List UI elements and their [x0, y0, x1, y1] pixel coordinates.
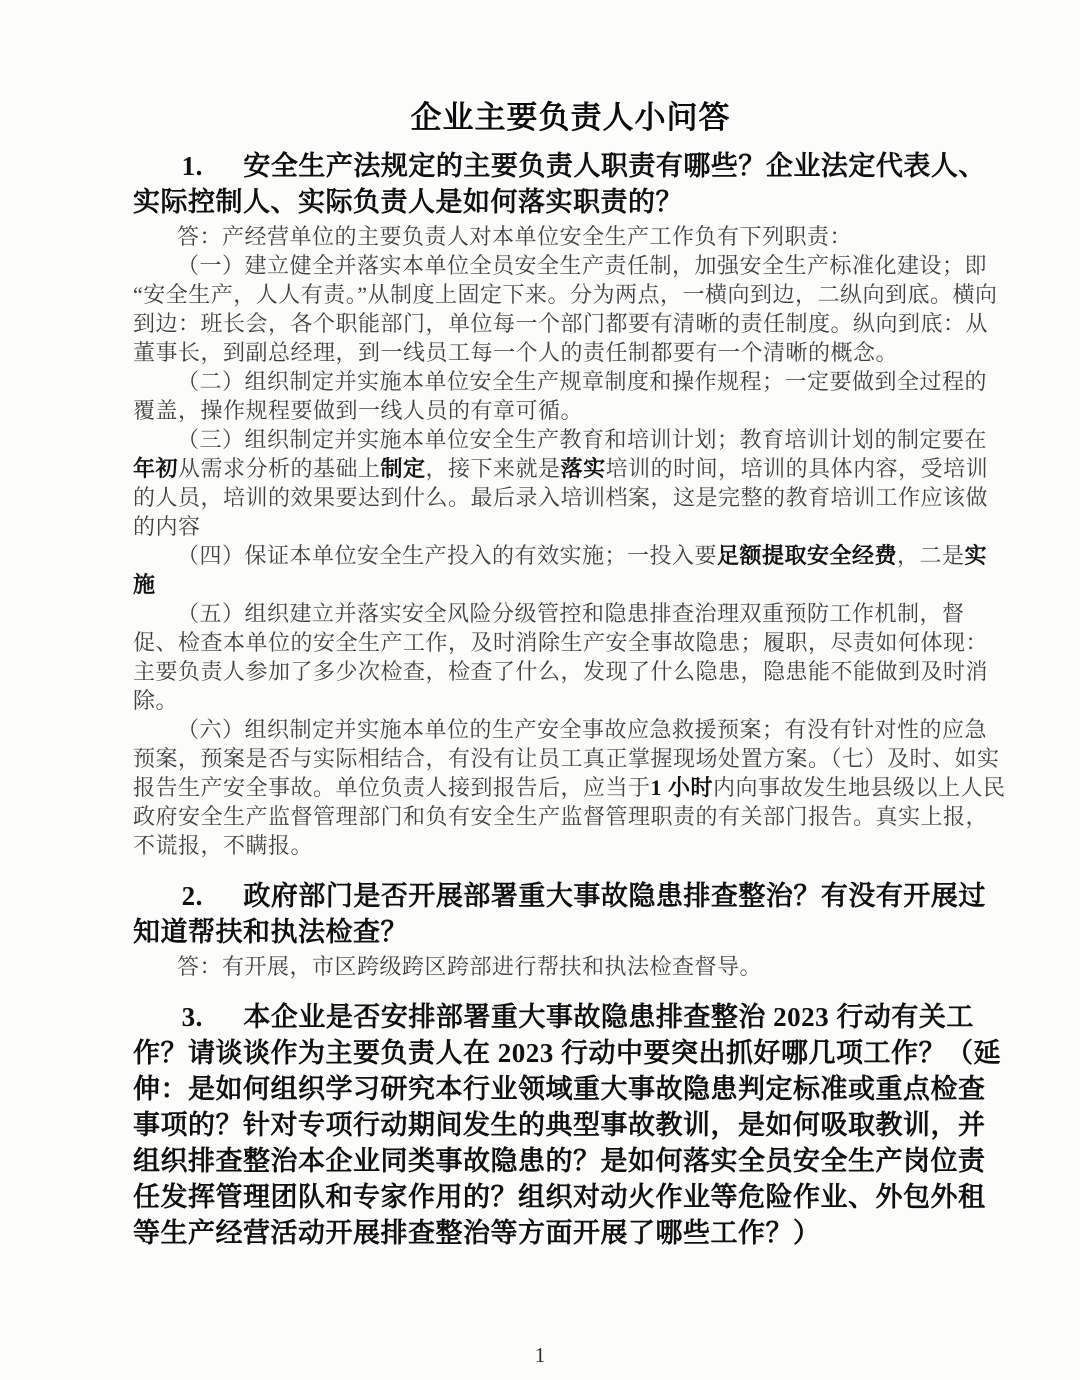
- answer-paragraph: [133, 251, 1008, 367]
- answer-text: （四）保证本单位安全生产投入的有效实施；一投入要: [177, 543, 718, 568]
- answer-text: ，二是: [897, 543, 965, 568]
- answer-text: 从需求分析的基础上: [178, 456, 381, 481]
- page-title: 企业主要负责人小问答: [410, 100, 731, 135]
- answer-block: [133, 222, 1008, 860]
- answer-paragraph: [133, 425, 1008, 541]
- answer-text-bold: 落实: [560, 456, 606, 481]
- qa-list: [133, 148, 1008, 1251]
- question-text: 安全生产法规定的主要负责人职责有哪些？企业法定代表人、实际控制人、实际负责人是如何落实职责的？: [133, 151, 986, 217]
- question-number: 2.: [181, 881, 203, 911]
- answer-text: （二）组织制定并实施本单位安全生产规章制度和操作规程；一定要做到全过程的覆盖，操作规程要做到一线人员的有章可循。: [133, 369, 988, 423]
- answer-text-bold: 年初: [133, 456, 179, 481]
- answer-text-bold: 制定: [380, 456, 426, 481]
- question-text: 政府部门是否开展部署重大事故隐患排查整治？有没有开展过知道帮扶和执法检查？: [133, 881, 986, 947]
- answer-paragraph: [133, 599, 1008, 715]
- answer-paragraph: [133, 952, 1008, 981]
- answer-text-bold: 1 小时: [650, 775, 714, 800]
- question-heading: [133, 999, 1008, 1251]
- question-number: 1.: [181, 151, 203, 181]
- question-number: 3.: [181, 1002, 203, 1032]
- question-heading: [133, 148, 1008, 220]
- question-heading: [133, 878, 1008, 950]
- page-number: 1: [534, 1343, 546, 1367]
- answer-text-bold: 实施: [133, 543, 988, 597]
- answer-text: 培训的时间，培训的具体内容，受培训的人员，培训的效果要达到什么。最后录入培训档案，这是完整的教育培训工作应该做的内容: [133, 456, 989, 539]
- answer-text: （五）组织建立并落实安全风险分级管控和隐患排查治理双重预防工作机制，督促、检查本单位的安全生产工作，及时消除生产安全事故隐患；履职，尽责如何体现：主要负责人参加了多少次检查，检查了什么，发现了什么隐患，隐患能不能做到及时消除。: [133, 601, 989, 713]
- qa-item-3: [133, 999, 1008, 1251]
- answer-text: 答：产经营单位的主要负责人对本单位安全生产工作负有下列职责：: [177, 224, 853, 249]
- answer-paragraph: [133, 715, 1008, 860]
- question-text: 本企业是否安排部署重大事故隐患排查整治 2023 行动有关工作？请谈谈作为主要负责人在 2023 行动中要突出抓好哪几项工作？（延伸：是如何组织学习研究本行业领域重大事故隐患判定标准或重点检查事项的？针对专项行动期间发生的典型事故教训，是如何吸取教训，并组织排查整治本企业同类事故隐患的？是如何落实全员安全生产岗位责任发挥管理团队和专家作用的？组织对动火作业等危险作业、外包外租等生产经营活动开展排查整治等方面开展了哪些工作？）: [133, 1002, 1001, 1248]
- answer-text: （三）组织制定并实施本单位安全生产教育和培训计划；教育培训计划的制定要在: [177, 427, 988, 452]
- answer-text: （六）组织制定并实施本单位的生产安全事故应急救援预案；有没有针对性的应急预案，预案是否与实际相结合，有没有让员工真正掌握现场处置方案。（七）及时、如实报告生产安全事故。单位负责人接到报告后，应当于: [133, 717, 1000, 800]
- qa-item-2: [133, 878, 1008, 981]
- qa-item-1: [133, 148, 1008, 860]
- answer-text: 内向事故发生地县级以上人民政府安全生产监督管理部门和负有安全生产监督管理职责的有关部门报告。真实上报，不谎报，不瞒报。: [133, 775, 1006, 858]
- answer-text: 答：有开展，市区跨级跨区跨部进行帮扶和执法检查督导。: [177, 954, 763, 979]
- answer-text: （一）建立健全并落实本单位全员安全生产责任制，加强安全生产标准化建设；即“安全生产，人人有责。”从制度上固定下来。分为两点，一横向到边，二纵向到底。横向到边：班长会，各个职能部门，单位每一个部门都要有清晰的责任制度。纵向到底：从董事长，到副总经理，到一线员工每一个人的责任制都要有一个清晰的概念。: [133, 253, 998, 365]
- answer-paragraph: [133, 367, 1008, 425]
- answer-text: ，接下来就是: [425, 456, 561, 481]
- answer-paragraph: [133, 222, 1008, 251]
- answer-text-bold: 足额提取安全经费: [717, 543, 898, 568]
- answer-paragraph: [133, 541, 1008, 599]
- answer-block: [133, 952, 1008, 981]
